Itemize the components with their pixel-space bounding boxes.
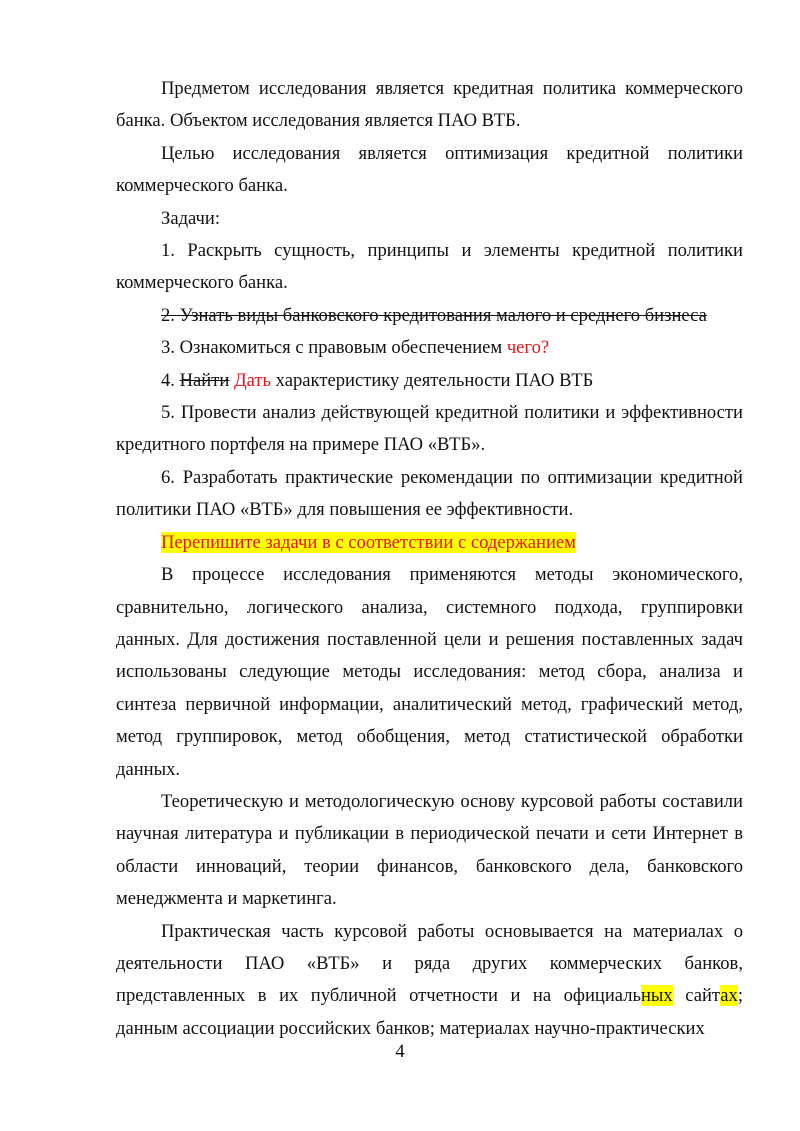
task-item-3	[116, 332, 743, 364]
paragraph-theoretical-basis: Теоретическую и методологическую основу курсовой работы составили научная литература и публикации в периодической печати и сети Интернет в области инноваций, теории финансов, банковского дела, банковского менеджмента и маркетинга.	[116, 790, 743, 910]
reviewer-note	[116, 527, 743, 559]
deleted-word: Найти	[179, 369, 230, 391]
practical-text-1: Практическая часть курсовой работы основывается на материалах о деятельности ПАО «ВТБ» и ряда других коммерческих банков, представленных в их публичной отчетности и на официаль	[116, 920, 743, 1007]
task-item-2-struck	[116, 300, 743, 332]
paragraph-methods: В процессе исследования применяются методы экономического, сравнительно, логического анализа, системного подхода, группировки данных. Для достижения поставленной цели и решения поставленных задач использованы следующие методы исследования: метод сбора, анализа и синтеза первичной информации, аналитический метод, графический метод, метод группировок, метод обобщения, метод статистической обработки данных.	[116, 564, 743, 780]
page-number: 4	[395, 1041, 405, 1062]
paragraph-goal: Целью исследования является оптимизация кредитной политики коммерческого банка.	[116, 142, 743, 197]
highlight-fragment-2: ах	[720, 985, 738, 1007]
paragraph-practical-part	[116, 916, 743, 1046]
task-item-5: 5. Провести анализ действующей кредитной политики и эффективности кредитного портфеля на примере ПАО «ВТБ».	[116, 402, 743, 456]
task-item-4	[116, 365, 743, 397]
practical-text-3: ; данным ассоциации российских банков; материалах научно-практических	[116, 985, 743, 1039]
task-item-3-text: 3. Ознакомиться с правовым обеспечением	[161, 337, 507, 359]
reviewer-comment: чего?	[506, 337, 550, 359]
paragraph-subject-object: Предметом исследования является кредитная политика коммерческого банка. Объектом исследования является ПАО ВТБ.	[116, 78, 743, 132]
task-item-6: 6. Разработать практические рекомендации по оптимизации кредитной политики ПАО «ВТБ» для повышения ее эффективности.	[116, 466, 743, 521]
task-item-4-number: 4.	[161, 369, 180, 391]
task-item-4-text: характеристику деятельности ПАО ВТБ	[271, 369, 594, 391]
deleted-text: 2. Узнать виды банковского кредитования малого и среднего бизнеса	[161, 304, 707, 326]
highlight-fragment-1: ных	[640, 985, 673, 1007]
practical-text-2: сайт	[672, 985, 721, 1007]
task-item-1: 1. Раскрыть сущность, принципы и элементы кредитной политики коммерческого банка.	[116, 240, 743, 294]
paragraph-tasks-heading: Задачи:	[161, 207, 221, 229]
highlighted-comment: Перепишите задачи в с соответствии с содержанием	[161, 531, 576, 553]
inserted-word: Дать	[233, 369, 272, 391]
